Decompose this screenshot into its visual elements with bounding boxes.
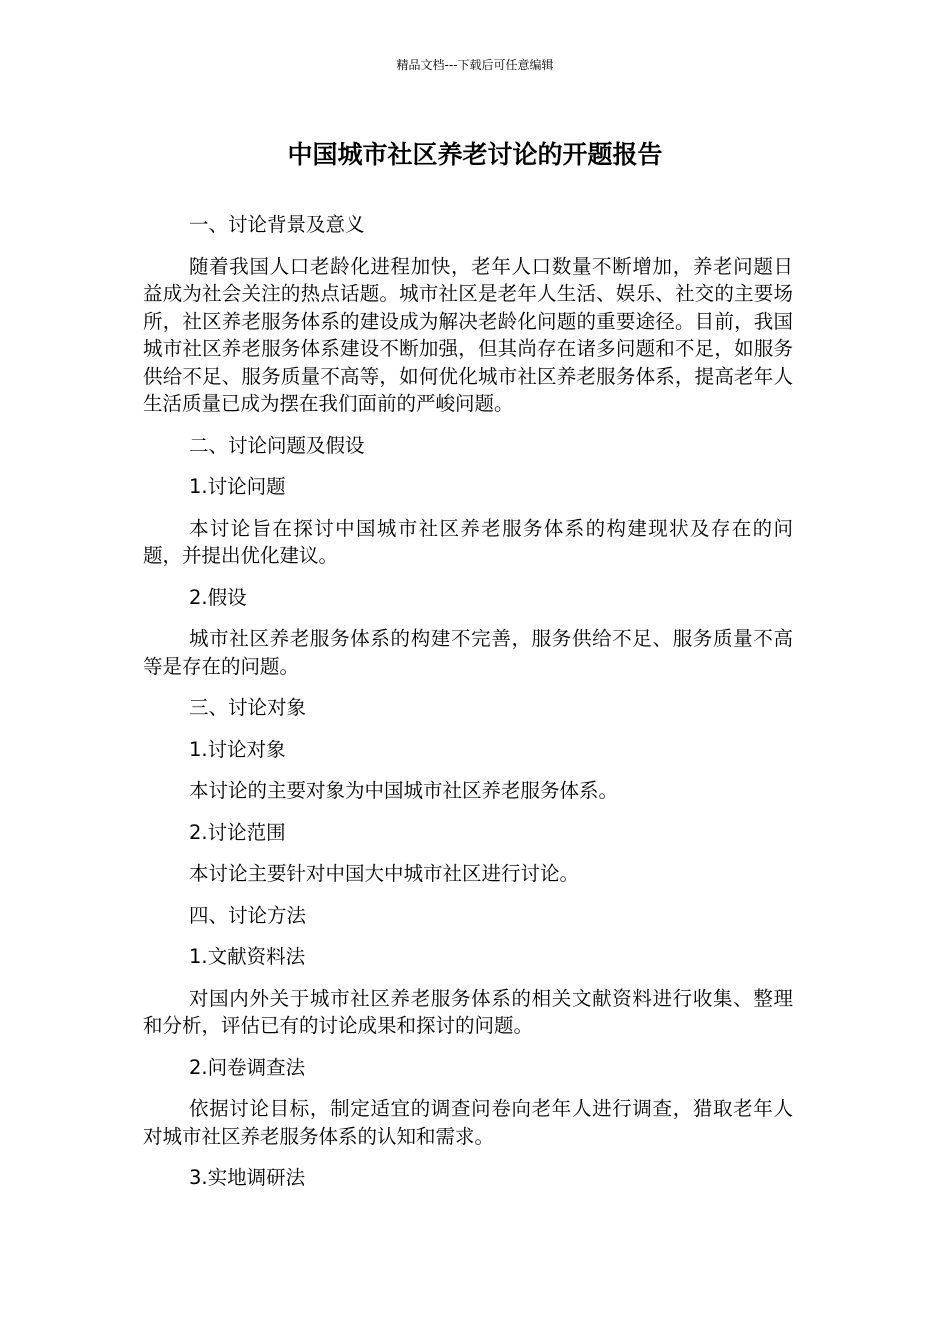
paragraph-object: 本讨论的主要对象为中国城市社区养老服务体系。 <box>189 779 619 802</box>
section-heading-methods: 四、讨论方法 <box>189 903 307 927</box>
paragraph-question: 本讨论旨在探讨中国城市社区养老服务体系的构建现状及存在的问题，并提出优化建议。 <box>143 516 793 567</box>
section-heading-questions: 二、讨论问题及假设 <box>189 433 365 457</box>
document-body <box>143 211 793 1206</box>
section-heading-background: 一、讨论背景及意义 <box>189 213 365 236</box>
document-title: 中国城市社区养老讨论的开题报告 <box>287 140 663 169</box>
paragraph-hypothesis: 城市社区养老服务体系的构建不完善，服务供给不足、服务质量不高等是存在的问题。 <box>143 627 793 678</box>
subheading-question: 1.讨论问题 <box>189 475 286 498</box>
paragraph-background: 随着我国人口老龄化进程加快，老年人口数量不断增加，养老问题日益成为社会关注的热点话题。城市社区是老年人生活、娱乐、社交的主要场所，社区养老服务体系的建设成为解决老龄化问题的重要途径。目前，我国城市社区养老服务体系建设不断加强，但其尚存在诸多问题和不足，如服务供给不足、服务质量不高等，如何优化城市社区养老服务体系，提高老年人生活质量已成为摆在我们面前的严峻问题。 <box>143 254 793 415</box>
section-heading-object: 三、讨论对象 <box>189 696 307 719</box>
page-header: 精品文档---下载后可任意编辑 <box>396 58 554 72</box>
subheading-fieldwork: 3.实地调研法 <box>189 1166 306 1189</box>
paragraph-literature: 对国内外关于城市社区养老服务体系的相关文献资料进行收集、整理和分析，评估已有的讨论成果和探讨的问题。 <box>143 986 793 1037</box>
subheading-literature: 1.文献资料法 <box>189 945 306 968</box>
subheading-survey: 2.问卷调查法 <box>189 1055 306 1079</box>
subheading-scope: 2.讨论范围 <box>189 820 286 844</box>
paragraph-survey: 依据讨论目标，制定适宜的调查问卷向老年人进行调查，猎取老年人对城市社区养老服务体系的认知和需求。 <box>143 1097 793 1148</box>
subheading-object: 1.讨论对象 <box>189 737 286 761</box>
paragraph-scope: 本讨论主要针对中国大中城市社区进行讨论。 <box>189 862 580 885</box>
subheading-hypothesis: 2.假设 <box>189 585 247 609</box>
